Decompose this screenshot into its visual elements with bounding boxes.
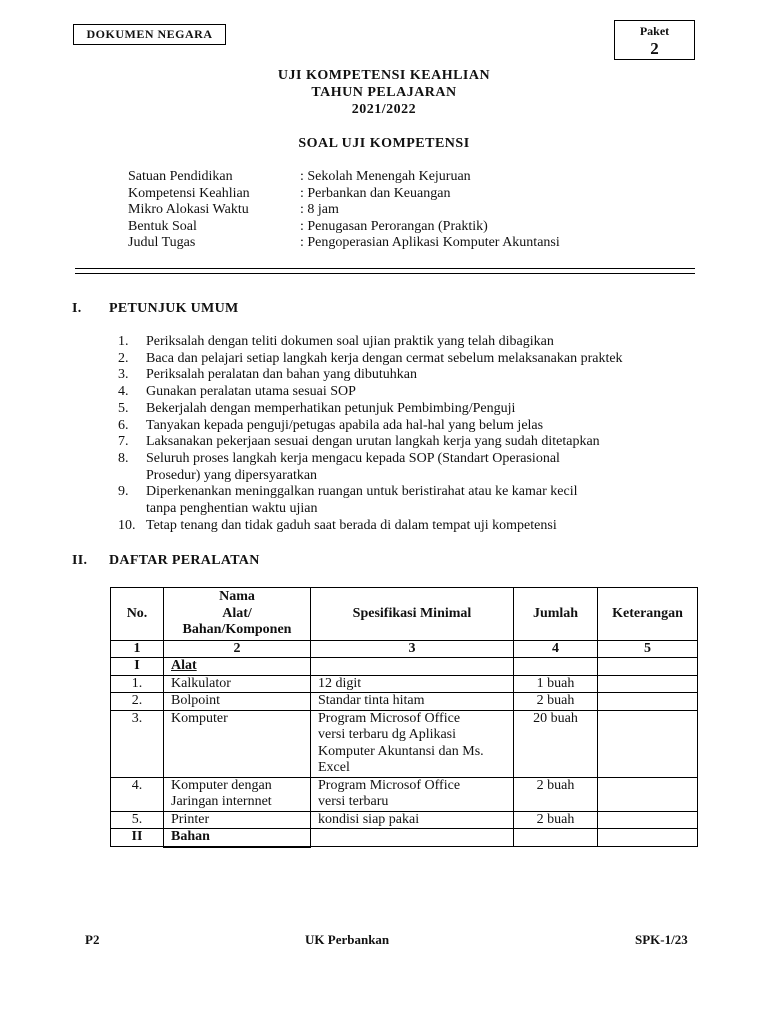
row-note xyxy=(598,777,698,811)
item-number: 4. xyxy=(118,384,129,400)
row-number: 4. xyxy=(111,777,164,811)
list-item xyxy=(118,518,698,535)
info-key: Bentuk Soal xyxy=(128,218,197,234)
empty-cell xyxy=(311,829,514,847)
index-cell: 4 xyxy=(514,640,598,658)
row-spec: kondisi siap pakai xyxy=(311,811,514,829)
info-value: : Sekolah Menengah Kejuruan xyxy=(300,169,471,184)
item-text-line-1: Seluruh proses langkah kerja mengacu kepada SOP (Standart Operasional xyxy=(146,450,560,466)
title-line-3: 2021/2022 xyxy=(351,102,417,117)
list-item xyxy=(118,367,698,384)
group-number: II xyxy=(111,829,164,847)
footer-left: P2 xyxy=(85,932,100,947)
empty-cell xyxy=(514,829,598,847)
row-spec: Standar tinta hitam xyxy=(311,693,514,711)
list-item xyxy=(118,451,698,484)
table-row xyxy=(111,693,698,711)
table-index-row xyxy=(111,640,698,658)
row-name: Komputer xyxy=(164,710,311,777)
table-header-row xyxy=(111,588,698,641)
row-number: 2. xyxy=(111,693,164,711)
info-block xyxy=(128,169,560,252)
table-row xyxy=(111,675,698,693)
item-number: 9. xyxy=(118,484,129,500)
instruction-list xyxy=(118,334,698,534)
group-label: Bahan xyxy=(164,829,311,847)
list-item xyxy=(118,334,698,351)
info-key: Mikro Alokasi Waktu xyxy=(128,202,249,217)
info-key: Satuan Pendidikan xyxy=(128,169,233,184)
info-row xyxy=(128,186,560,203)
item-text: Periksalah dengan teliti dokumen soal ujian praktik yang telah dibagikan xyxy=(146,334,554,349)
list-item xyxy=(118,351,698,368)
row-note xyxy=(598,811,698,829)
row-name: Kalkulator xyxy=(164,675,311,693)
info-value: : Perbankan dan Keuangan xyxy=(300,185,451,201)
title-line-1: UJI KOMPETENSI KEAHLIAN xyxy=(277,68,491,83)
row-spec: 12 digit xyxy=(311,675,514,693)
row-qty: 2 buah xyxy=(514,693,598,711)
row-spec: Program Microsof Office versi terbaru dg Aplikasi Komputer Akuntansi dan Ms. Excel xyxy=(311,710,514,777)
divider-top xyxy=(75,268,695,269)
list-item xyxy=(118,401,698,418)
row-name: Printer xyxy=(164,811,311,829)
row-note xyxy=(598,710,698,777)
row-qty: 2 buah xyxy=(514,811,598,829)
index-cell: 2 xyxy=(164,640,311,658)
header-no: No. xyxy=(111,588,164,641)
row-number: 3. xyxy=(111,710,164,777)
item-number: 2. xyxy=(118,350,129,366)
empty-cell xyxy=(514,658,598,676)
paket-number: 2 xyxy=(650,39,659,58)
row-qty: 20 buah xyxy=(514,710,598,777)
list-item xyxy=(118,434,698,451)
section-number: II. xyxy=(72,553,88,568)
item-text-line-2: tanpa penghentian waktu ujian xyxy=(146,501,318,517)
header-spec: Spesifikasi Minimal xyxy=(311,588,514,641)
item-number: 10. xyxy=(118,517,136,533)
list-item xyxy=(118,484,698,517)
header-qty: Jumlah xyxy=(514,588,598,641)
paket-box xyxy=(614,20,695,60)
header-note: Keterangan xyxy=(598,588,698,641)
empty-cell xyxy=(311,658,514,676)
item-text: Tetap tenang dan tidak gaduh saat berada di dalam tempat uji kompetensi xyxy=(146,517,557,533)
item-text: Tanyakan kepada penguji/petugas apabila ada hal-hal yang belum jelas xyxy=(146,417,544,433)
item-text: Baca dan pelajari setiap langkah kerja dengan cermat sebelum melaksanakan praktek xyxy=(146,350,623,366)
row-qty: 2 buah xyxy=(514,777,598,811)
footer-right: SPK-1/23 xyxy=(635,932,688,947)
row-number: 5. xyxy=(111,811,164,829)
group-number: I xyxy=(111,658,164,676)
item-number: 6. xyxy=(118,417,129,433)
subtitle: SOAL UJI KOMPETENSI xyxy=(298,136,470,151)
list-item xyxy=(118,418,698,435)
info-row xyxy=(128,202,560,219)
item-number: 7. xyxy=(118,434,129,450)
table-row xyxy=(111,777,698,811)
group-label: Alat xyxy=(164,658,311,676)
row-name: Bolpoint xyxy=(164,693,311,711)
item-text-line-2: Prosedur) yang dipersyaratkan xyxy=(146,467,318,483)
index-cell: 3 xyxy=(311,640,514,658)
table-row xyxy=(111,811,698,829)
empty-cell xyxy=(598,658,698,676)
item-text: Gunakan peralatan utama sesuai SOP xyxy=(146,384,356,400)
row-note xyxy=(598,675,698,693)
info-value: : 8 jam xyxy=(300,202,339,217)
list-item xyxy=(118,384,698,401)
empty-cell xyxy=(598,829,698,847)
info-row xyxy=(128,235,560,252)
index-cell: 1 xyxy=(111,640,164,658)
page-footer xyxy=(75,932,695,947)
header-name: Nama Alat/ Bahan/Komponen xyxy=(164,588,311,641)
item-number: 3. xyxy=(118,367,129,383)
document-label: DOKUMEN NEGARA xyxy=(73,24,226,45)
item-text xyxy=(146,484,698,517)
info-value: : Pengoperasian Aplikasi Komputer Akuntansi xyxy=(300,235,560,250)
section-title: DAFTAR PERALATAN xyxy=(109,553,260,568)
table-group-row xyxy=(111,829,698,847)
section-title: PETUNJUK UMUM xyxy=(109,301,239,316)
item-number: 5. xyxy=(118,400,129,416)
table-row xyxy=(111,710,698,777)
item-text xyxy=(146,451,698,484)
item-text: Bekerjalah dengan memperhatikan petunjuk Pembimbing/Penguji xyxy=(146,400,516,416)
item-text: Laksanakan pekerjaan sesuai dengan urutan langkah kerja yang sudah ditetapkan xyxy=(146,434,600,450)
divider-bottom xyxy=(75,273,695,274)
equipment-table xyxy=(110,587,698,848)
row-name: Komputer dengan Jaringan internnet xyxy=(164,777,311,811)
table-group-row xyxy=(111,658,698,676)
info-row xyxy=(128,219,560,236)
section-number: I. xyxy=(72,301,82,316)
index-cell: 5 xyxy=(598,640,698,658)
item-text-line-1: Diperkenankan meninggalkan ruangan untuk beristirahat atau ke kamar kecil xyxy=(146,484,578,500)
info-key: Judul Tugas xyxy=(128,235,196,250)
row-qty: 1 buah xyxy=(514,675,598,693)
row-spec: Program Microsof Office versi terbaru xyxy=(311,777,514,811)
row-number: 1. xyxy=(111,675,164,693)
item-number: 8. xyxy=(118,450,129,466)
row-note xyxy=(598,693,698,711)
item-number: 1. xyxy=(118,334,129,349)
item-text: Periksalah peralatan dan bahan yang dibutuhkan xyxy=(146,367,417,383)
title-line-2: TAHUN PELAJARAN xyxy=(311,85,457,100)
info-value: : Penugasan Perorangan (Praktik) xyxy=(300,218,488,234)
info-row xyxy=(128,169,560,186)
info-key: Kompetensi Keahlian xyxy=(128,185,250,201)
footer-center: UK Perbankan xyxy=(305,932,390,947)
paket-label: Paket xyxy=(639,24,670,38)
